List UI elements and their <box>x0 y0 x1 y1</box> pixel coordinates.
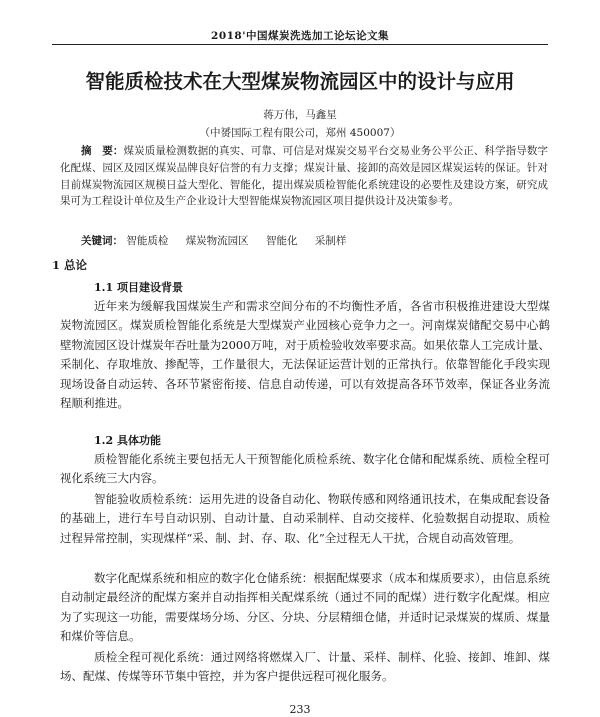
keyword-item: 智能质检 <box>126 235 169 247</box>
paragraph-smart-inspection: 智能验收质检系统：运用先进的设备自动化、物联传感和网络通讯技术，在集成配套设备的基础上，进行车号自动识别、自动计量、自动采制样、自动交接样、化验数据自动提取、质检过程异常控制，实现煤样“采、制、封、存、取、化”全过程无人干扰，合规自动高效管理。 <box>60 492 550 545</box>
paragraph-digital-blending: 数字化配煤系统和相应的数字化仓储系统：根据配煤要求（成本和煤质要求），由信息系统自动制定最经济的配煤方案并自动指挥相关配煤系统（通过不同的配煤）进行数字化配煤。相应为了实现这一功能，需要煤场分场、分区、分块、分层精细仓储，并适时记录煤炭的煤质、煤量和煤价等信息。 <box>60 571 550 644</box>
abstract-label: 摘 要： <box>81 145 124 157</box>
keyword-item: 煤炭物流园区 <box>185 235 249 247</box>
affiliation: （中赟国际工程有限公司，郑州 450007） <box>199 127 401 139</box>
paper-title: 智能质检技术在大型煤炭物流园区中的设计与应用 <box>85 70 515 93</box>
keywords <box>81 233 548 249</box>
subsection-heading-1-2: 1.2 具体功能 <box>94 434 161 447</box>
abstract <box>60 143 548 210</box>
keywords-label: 关键词： <box>81 235 123 247</box>
header-divider <box>52 44 548 45</box>
abstract-text: 煤炭质量检测数据的真实、可靠、可信是对煤炭交易平台交易业务公平公正、科学指导数字化配煤、园区及园区煤炭品牌良好信誉的有力支撑；煤炭计量、接卸的高效是园区煤炭运转的保证。针对目前煤炭物流园区规模日益大型化、智能化，提出煤炭质检智能化系统建设的必要性及建设方案，研究成果可为工程设计单位及生产企业设计大型智能煤炭物流园区项目提供设计及决策参考。 <box>60 145 549 208</box>
running-header: 2018'中国煤炭洗选加工论坛论文集 <box>211 30 389 42</box>
section-heading-1: 1 总论 <box>52 258 88 272</box>
subsection-heading-1-1: 1.1 项目建设背景 <box>94 281 183 294</box>
paragraph-overview: 质检智能化系统主要包括无人干预智能化质检系统、数字化仓储和配煤系统、质检全程可视化系统三大内容。 <box>60 452 550 486</box>
paragraph-background: 近年来为缓解我国煤炭生产和需求空间分布的不均衡性矛盾，各省市积极推进建设大型煤炭物流园区。煤炭质检智能化系统是大型煤炭产业园核心竞争力之一。河南煤炭储配交易中心鹤壁物流园区设计煤炭年吞吐量为2000万吨，对于质检验收效率要求高。如果依靠人工完成计量、采制化、存取堆放、掺配等，工作量很大，无法保证运营计划的正常执行。依靠智能化手段实现现场设备自动运转、各环节紧密衔接、信息自动传递，可以有效提高各环节效率，保证各业务流程顺利推进。 <box>60 299 550 411</box>
authors: 蒋万伟，马鑫星 <box>263 109 337 121</box>
paragraph-visualization: 质检全程可视化系统：通过网络将燃煤入厂、计量、采样、制样、化验、接卸、堆卸、煤场、配煤、传煤等环节集中管控，并为客户提供远程可视化服务。 <box>60 650 550 684</box>
keyword-item: 智能化 <box>266 235 298 247</box>
keyword-item: 采制样 <box>314 235 347 247</box>
page-number: 233 <box>289 703 311 716</box>
